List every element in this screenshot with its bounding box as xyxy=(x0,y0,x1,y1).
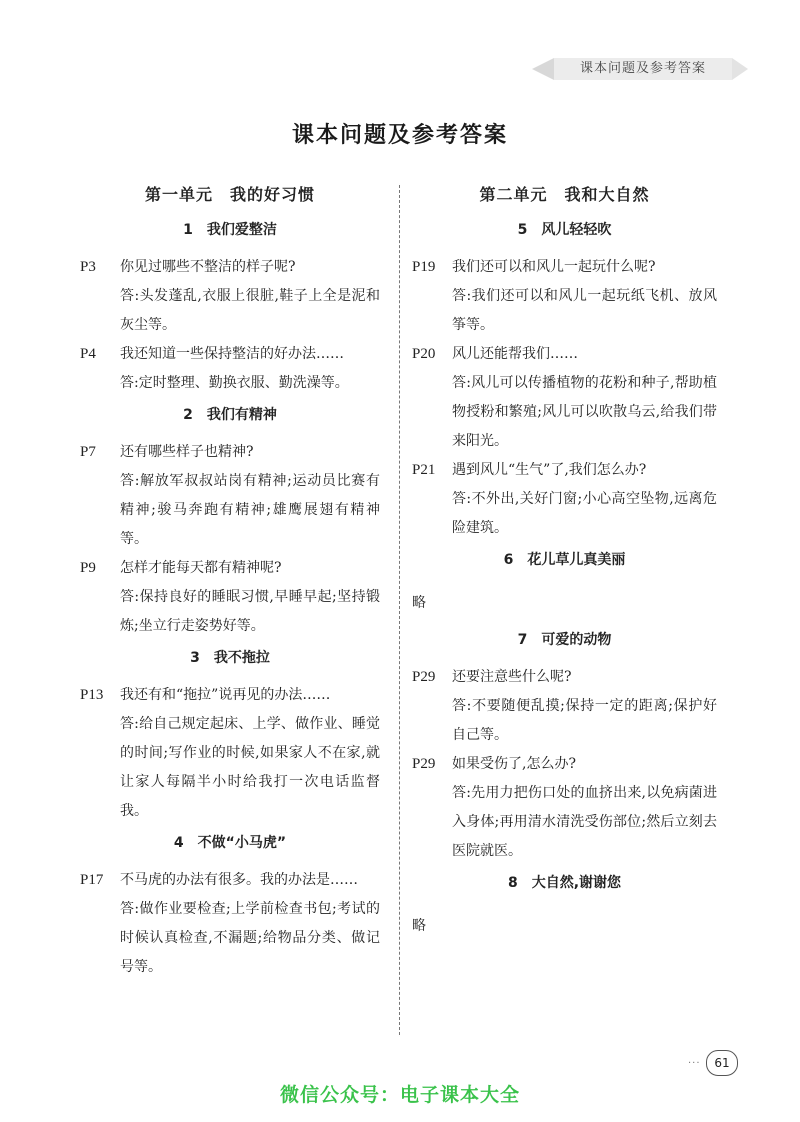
lesson-title: 2 我们有精神 xyxy=(183,407,277,423)
header-tab xyxy=(532,58,732,80)
page-ref: P9 xyxy=(80,560,96,576)
qa-item xyxy=(412,253,717,340)
omitted-note: 略 xyxy=(412,918,426,934)
column-divider xyxy=(399,185,400,1035)
question: 我们还可以和风儿一起玩什么呢? xyxy=(452,259,656,275)
left-column xyxy=(80,183,380,982)
question: 遇到风儿“生气”了,我们怎么办? xyxy=(452,462,647,478)
header-left-triangle xyxy=(532,58,554,80)
qa-item xyxy=(80,253,380,340)
question: 我还有和“拖拉”说再见的办法…… xyxy=(120,687,331,703)
answer: 答:风儿可以传播植物的花粉和种子,帮助植物授粉和繁殖;风儿可以吹散乌云,给我们带来阳光。 xyxy=(452,375,717,449)
question: 我还知道一些保持整洁的好办法…… xyxy=(120,346,344,362)
page-ref: P4 xyxy=(80,346,96,362)
lesson-title: 1 我们爱整洁 xyxy=(183,222,277,238)
answer: 答:头发蓬乱,衣服上很脏,鞋子上全是泥和灰尘等。 xyxy=(120,288,380,333)
question: 怎样才能每天都有精神呢? xyxy=(120,560,282,576)
watermark: 微信公众号：电子课本大全 xyxy=(279,1084,520,1106)
qa-item xyxy=(80,554,380,641)
page-number: 61 xyxy=(706,1050,738,1076)
lesson-title: 3 我不拖拉 xyxy=(190,650,270,666)
page-ref: P29 xyxy=(412,756,436,772)
question: 还要注意些什么呢? xyxy=(452,669,572,685)
header-right-triangle xyxy=(732,58,748,80)
answer: 答:给自己规定起床、上学、做作业、睡觉的时间;写作业的时候,如果家人不在家,就让家人每隔半小时给我打一次电话监督我。 xyxy=(120,716,380,819)
qa-item xyxy=(80,340,380,398)
question: 你见过哪些不整洁的样子呢? xyxy=(120,259,296,275)
answer: 答:解放军叔叔站岗有精神;运动员比赛有精神;骏马奔跑有精神;雄鹰展翅有精神等。 xyxy=(120,473,380,547)
lesson-title: 5 风儿轻轻吹 xyxy=(517,222,612,238)
qa-item xyxy=(80,681,380,826)
answer: 答:不外出,关好门窗;小心高空坠物,远离危险建筑。 xyxy=(452,491,717,536)
header-tab-label: 课本问题及参考答案 xyxy=(554,58,732,80)
lesson-title: 6 花儿草儿真美丽 xyxy=(503,552,626,568)
page-ref: P17 xyxy=(80,872,104,888)
answer: 答:做作业要检查;上学前检查书包;考试的时候认真检查,不漏题;给物品分类、做记号等。 xyxy=(120,901,380,975)
lesson-title: 8 大自然,谢谢您 xyxy=(507,875,622,891)
page-title: 课本问题及参考答案 xyxy=(291,123,508,148)
page-ref: P20 xyxy=(412,346,436,362)
answer: 答:定时整理、勤换衣服、勤洗澡等。 xyxy=(120,375,349,391)
question: 如果受伤了,怎么办? xyxy=(452,756,576,772)
page-ref: P21 xyxy=(412,462,436,478)
unit-title: 第一单元 我的好习惯 xyxy=(144,185,315,204)
answer: 答:不要随便乱摸;保持一定的距离;保护好自己等。 xyxy=(452,698,717,743)
page-ref: P3 xyxy=(80,259,96,275)
page-ref: P29 xyxy=(412,669,436,685)
page-ref: P13 xyxy=(80,687,104,703)
qa-item xyxy=(412,663,717,750)
page-ref: P7 xyxy=(80,444,96,460)
qa-item xyxy=(412,750,717,866)
unit-title: 第二单元 我和大自然 xyxy=(479,185,650,204)
qa-item xyxy=(412,340,717,456)
answer: 答:保持良好的睡眠习惯,早睡早起;坚持锻炼;坐立行走姿势好等。 xyxy=(120,589,380,634)
question: 不马虎的办法有很多。我的办法是…… xyxy=(120,872,358,888)
answer: 答:先用力把伤口处的血挤出来,以免病菌进入身体;再用清水清洗受伤部位;然后立刻去医院就医。 xyxy=(452,785,717,859)
question: 还有哪些样子也精神? xyxy=(120,444,254,460)
page-ref: P19 xyxy=(412,259,436,275)
lesson-title: 4 不做“小马虎” xyxy=(173,835,287,851)
qa-item xyxy=(80,866,380,982)
right-column xyxy=(412,183,717,952)
page-number-dots: ··· xyxy=(688,1058,701,1069)
qa-item xyxy=(80,438,380,554)
qa-item xyxy=(412,456,717,543)
answer: 答:我们还可以和风儿一起玩纸飞机、放风筝等。 xyxy=(452,288,717,333)
omitted-note: 略 xyxy=(412,595,426,611)
lesson-title: 7 可爱的动物 xyxy=(517,632,612,648)
question: 风儿还能帮我们…… xyxy=(452,346,578,362)
